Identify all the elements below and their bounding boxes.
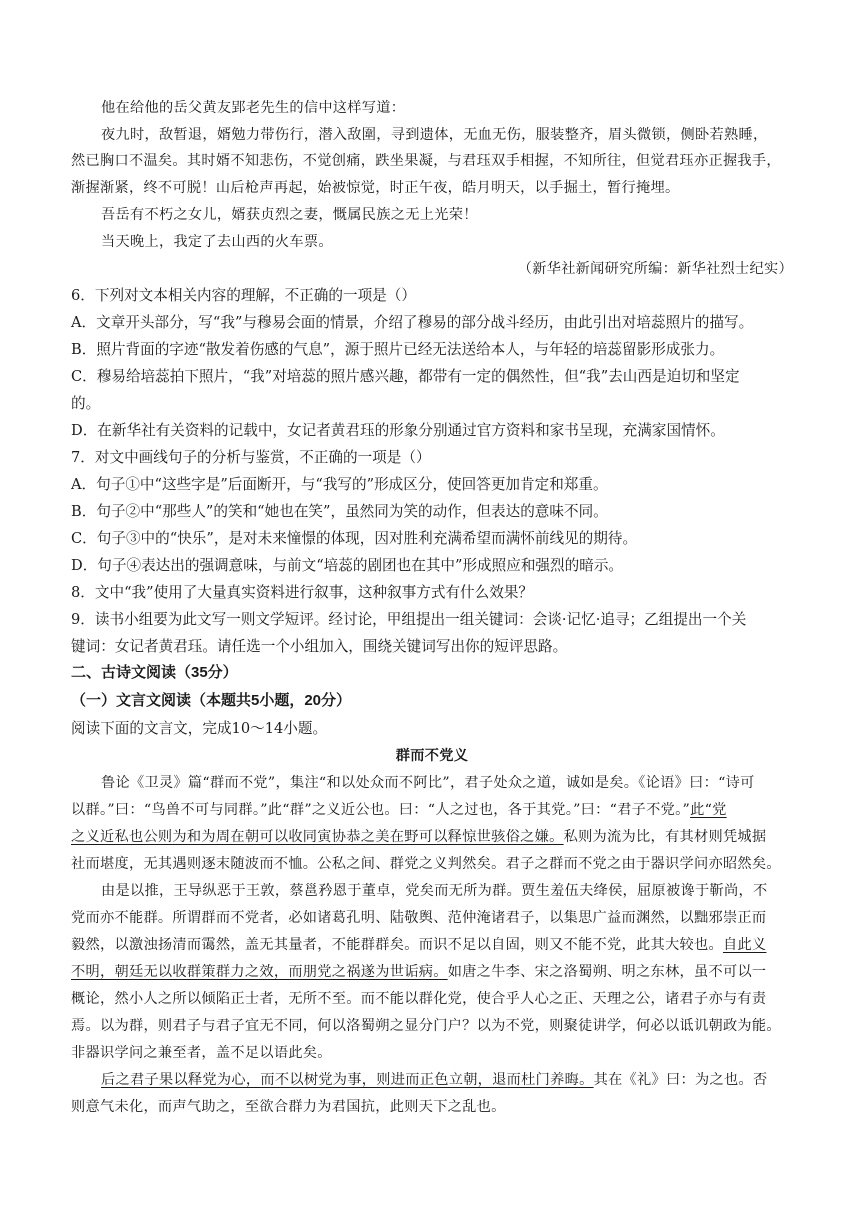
question-8: 8．文中“我”使用了大量真实资料进行叙事，这种叙事方式有什么效果？ — [71, 584, 534, 601]
passage-text: 毅然，以激浊扬清而霭然，盖无其量者，不能群群矣。而识不足以自固，则又不能不党，此其大较也。 — [71, 937, 723, 953]
question-7: 7．对文中画线句子的分析与鉴赏，不正确的一项是（） — [71, 449, 431, 466]
passage-line: 由是以推，王导纵恶于王敦，蔡邕矜恩于董卓，党矣而无所为群。贾生羞伍夫绛侯，屈原被谗于靳尚，不 — [101, 883, 768, 899]
question-9-cont: 键词：女记者黄君珏。请任选一个小组加入，围绕关键词写出你的短评思路。 — [71, 638, 568, 655]
underlined-sentence: 此“党 — [690, 802, 727, 818]
option-6c: C．穆易给培蕊拍下照片，“我”对培蕊的照片感兴趣，都带有一定的偶然性，但“我”去山西是迫切和坚定 — [71, 368, 740, 385]
passage-line: 焉。以为群，则君子与君子宜无不同，何以洛蜀朔之显分门户？以为不党，则聚徒讲学，何必以诋讥朝政为能。 — [71, 1018, 781, 1034]
passage-line — [71, 959, 793, 985]
option-7a: A．句子①中“这些字是”后面断开，与“我写的”形成区分，使回答更加肯定和郑重。 — [71, 476, 608, 493]
sub-section-heading: （一）文言文阅读（本题共5小题，20分） — [71, 692, 352, 709]
letter-intro: 他在给他的岳父黄友郢老先生的信中这样写道： — [101, 100, 406, 116]
underlined-sentence: 自此义 — [722, 937, 767, 953]
passage-line: 则意气未化，而声气助之，至欲合群力为君国抗，此则天下之乱也。 — [71, 1099, 506, 1115]
passage-text: 其在《礼》曰：为之也。否 — [593, 1072, 768, 1088]
passage-text: 以群。”曰：“鸟兽不可与同群。”此“群”之义近公也。曰：“人之过也，各于其党。”曰：“君子不党。” — [71, 802, 691, 818]
passage-line — [71, 932, 793, 958]
passage-line: 党而亦不能群。所谓群而不党者，必如诸葛孔明、陆敬舆、范仲淹诸君子，以集思广益而渊然，以黜邪崇正而 — [71, 910, 767, 926]
underlined-sentence: 之义近私也公则为和为周在朝可以收同寅协恭之美在野可以释惊世骇俗之嫌。 — [71, 829, 564, 845]
source-citation: （新华社新闻研究所编：新华社烈士纪实） — [517, 261, 793, 277]
passage-title: 群而不党义 — [395, 748, 469, 764]
passage-text: 私则为流为比，有其材则凭城据 — [563, 829, 767, 845]
letter-paragraph-line: 夜九时，敌暂退，婿勉力带伤行，潜入敌圍，寻到遗体，无血无伤，服装整齐，眉头微锁，侧卧若熟睡， — [101, 127, 768, 143]
option-7c: C．句子③中的“快乐”，是对未来憧憬的体现，因对胜利充满希望而满怀前线见的期待。 — [71, 530, 638, 547]
passage-line — [71, 824, 793, 850]
passage-line: 非器识学问之兼至者，盖不足以语此矣。 — [71, 1045, 332, 1061]
option-6d: D．在新华社有关资料的记载中，女记者黄君珏的形象分别通过官方资料和家书呈现，充满家国情怀。 — [71, 422, 725, 439]
reading-instruction: 阅读下面的文言文，完成10～14小题。 — [71, 720, 328, 737]
underlined-sentence: 后之君子果以释党为心，而不以树党为事，则进而正色立朝，退而杜门养晦。 — [101, 1072, 594, 1088]
passage-line: 社而堪度，无其遇则逐末随波而不恤。公私之间、群党之义判然矣。君子之群而不党之由于器识学问亦昭然矣。 — [71, 856, 781, 872]
letter-paragraph-line: 吾岳有不朽之女儿，婿获贞烈之妻，慨属民族之无上光荣！ — [101, 207, 478, 223]
letter-paragraph-line: 渐握渐紧，终不可脱！山后枪声再起，始被惊觉，时正午夜，皓月明天，以手掘土，暂行掩埋。 — [71, 180, 680, 196]
option-7b: B．句子②中“那些人”的笑和“她也在笑”，虽然同为笑的动作，但表达的意味不同。 — [71, 503, 608, 520]
option-6c-cont: 的。 — [71, 395, 101, 412]
section-heading: 二、古诗文阅读（35分） — [71, 664, 238, 681]
option-6b: B．照片背面的字迹“散发着伤感的气息”，源于照片已经无法送给本人，与年轻的培蕊留影形成张力。 — [71, 341, 725, 358]
narration-line: 当天晚上，我定了去山西的火车票。 — [101, 234, 333, 250]
passage-line — [101, 1067, 793, 1093]
underlined-sentence: 不明，朝廷无以收群策群力之效，而朋党之祸遂为世诟病。 — [71, 964, 448, 980]
option-6a: A．文章开头部分，写“我”与穆易会面的情景，介绍了穆易的部分战斗经历，由此引出对培蕊照片的描写。 — [71, 314, 754, 331]
question-6: 6．下列对文本相关内容的理解，不正确的一项是（） — [71, 287, 416, 304]
option-7d: D．句子④表达出的强调意味，与前文“培蕊的剧团也在其中”形成照应和强烈的暗示。 — [71, 557, 624, 574]
passage-line: 鲁论《卫灵》篇“群而不党”，集注“和以处众而不阿比”，君子处众之道，诚如是矣。《论语》曰：“诗可 — [101, 775, 755, 791]
passage-line — [71, 797, 793, 823]
passage-text: 如唐之牛李、宋之洛蜀朔、明之东林，虽不可以一 — [447, 964, 767, 980]
letter-paragraph-line: 然已胸口不温矣。其时婿不知悲伤，不觉创痛，跌坐果凝，与君珏双手相握，不知所往，但觉君珏亦正握我手， — [71, 153, 781, 169]
passage-line: 概论，然小人之所以倾陷正士者，无所不至。而不能以群化党，使合乎人心之正、天理之公，诸君子亦与有责 — [71, 991, 767, 1007]
question-9: 9．读书小组要为此文写一则文学短评。经讨论，甲组提出一组关键词：会谈·记忆·追寻；乙组提出一个关 — [71, 611, 747, 628]
